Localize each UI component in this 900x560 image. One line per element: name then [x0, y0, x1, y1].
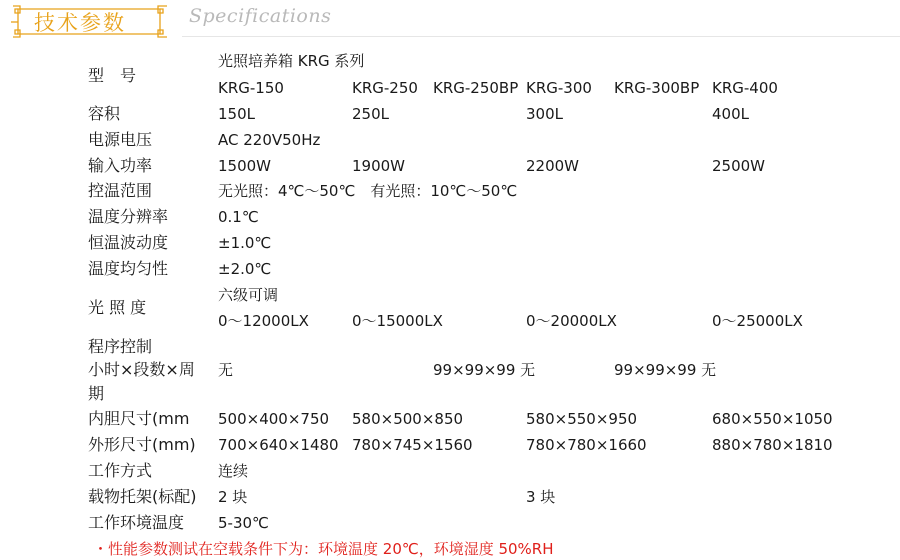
inner-size-value: 680×550×1050: [712, 410, 833, 428]
label-temp-uniformity: 温度均匀性: [88, 259, 169, 278]
label-temp-range: 控温范围: [88, 181, 153, 200]
label-model: 型 号: [88, 66, 137, 85]
volume-value: 300L: [526, 105, 563, 123]
power-supply-value: AC 220V50Hz: [218, 131, 321, 149]
inner-size-value: 580×550×950: [526, 410, 638, 428]
model-value: KRG-150: [218, 79, 284, 97]
program-value: 99×99×99 无: [614, 361, 717, 379]
volume-value: 400L: [712, 105, 749, 123]
program-value: 99×99×99 无: [433, 361, 536, 379]
label-program-line2: 小时×段数×周: [88, 360, 195, 379]
model-value: KRG-300: [526, 79, 592, 97]
temp-resolution-value: 0.1℃: [218, 208, 259, 226]
test-condition-note: ・性能参数测试在空载条件下为：环境温度 20℃，环境湿度 50%RH: [93, 540, 554, 558]
label-outer-size: 外形尺寸(mm): [88, 435, 196, 454]
model-value: KRG-250BP: [433, 79, 519, 97]
label-program: 程序控制: [88, 337, 153, 356]
temp-uniformity-value: ±2.0℃: [218, 260, 272, 278]
temp-range-value: 无光照：4℃～50℃ 有光照：10℃～50℃: [218, 182, 518, 200]
label-power-supply: 电源电压: [88, 130, 153, 149]
volume-value: 150L: [218, 105, 255, 123]
temp-fluctuation-value: ±1.0℃: [218, 234, 272, 252]
label-inner-size: 内胆尺寸(mm: [88, 409, 190, 428]
input-power-value: 1500W: [218, 157, 272, 175]
label-program-line3: 期: [88, 384, 105, 403]
illuminance-value: 0～15000LX: [352, 312, 443, 330]
input-power-value: 1900W: [352, 157, 406, 175]
volume-value: 250L: [352, 105, 389, 123]
title-cn: 技术参数: [34, 11, 126, 35]
outer-size-value: 700×640×1480: [218, 436, 339, 454]
shelves-value: 2 块: [218, 488, 248, 506]
shelves-value: 3 块: [526, 488, 556, 506]
label-input-power: 输入功率: [88, 156, 153, 175]
inner-size-value: 580×500×850: [352, 410, 464, 428]
model-value: KRG-300BP: [614, 79, 700, 97]
input-power-value: 2500W: [712, 157, 766, 175]
label-ambient-temp: 工作环境温度: [88, 513, 185, 532]
label-work-mode: 工作方式: [88, 461, 153, 480]
title-en: Specifications: [189, 5, 332, 27]
label-temp-fluctuation: 恒温波动度: [88, 233, 169, 252]
program-value: 无: [218, 361, 234, 379]
outer-size-value: 780×780×1660: [526, 436, 647, 454]
outer-size-value: 880×780×1810: [712, 436, 833, 454]
input-power-value: 2200W: [526, 157, 580, 175]
illuminance-value: 0～12000LX: [218, 312, 309, 330]
model-value: KRG-250: [352, 79, 418, 97]
ambient-temp-value: 5-30℃: [218, 514, 269, 532]
model-series: 光照培养箱 KRG 系列: [218, 52, 365, 70]
work-mode-value: 连续: [218, 462, 249, 480]
illuminance-value: 0～25000LX: [712, 312, 803, 330]
illuminance-value: 0～20000LX: [526, 312, 617, 330]
label-volume: 容积: [88, 104, 121, 123]
outer-size-value: 780×745×1560: [352, 436, 473, 454]
label-temp-resolution: 温度分辨率: [88, 207, 169, 226]
model-value: KRG-400: [712, 79, 778, 97]
illuminance-levels: 六级可调: [218, 286, 279, 304]
inner-size-value: 500×400×750: [218, 410, 330, 428]
label-shelves: 载物托架(标配): [88, 487, 197, 506]
label-illuminance: 光 照 度: [88, 298, 147, 317]
